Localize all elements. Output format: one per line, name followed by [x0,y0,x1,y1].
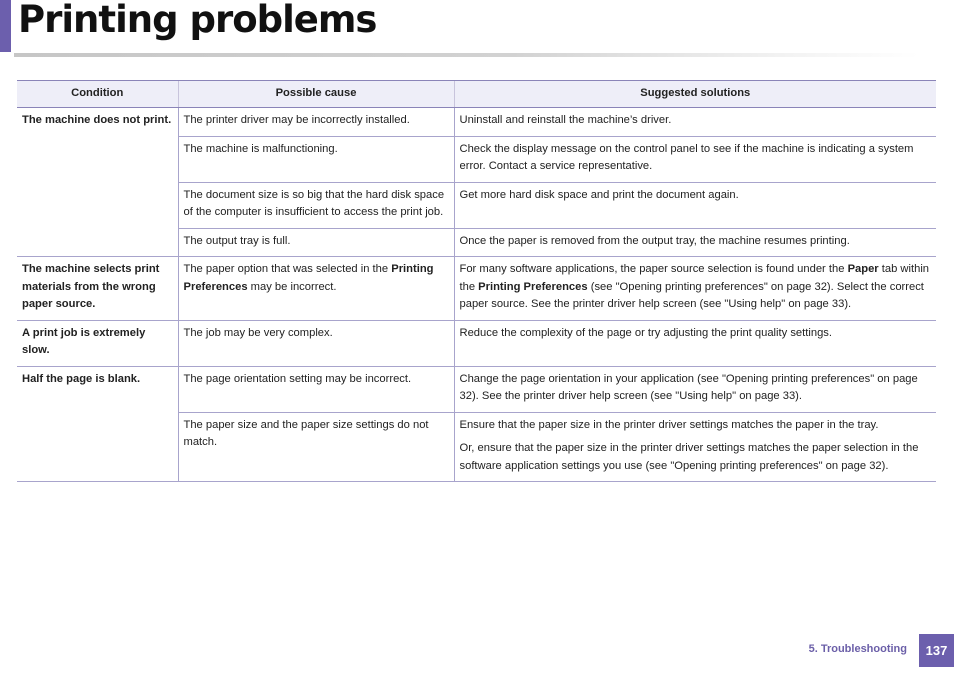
condition-cell: The machine does not print. [17,108,178,257]
cause-cell [178,412,454,482]
troubleshooting-table [17,80,936,482]
text-run: may be incorrect. [247,280,337,293]
text-run: The printer driver may be incorrectly installed. [183,114,410,126]
solution-paragraph [460,325,932,343]
table-row [17,320,936,366]
solution-cell [454,366,936,412]
solution-paragraph [460,112,932,130]
condition-cell: Half the page is blank. [17,366,178,482]
text-run: The paper size and the paper size settings do not match. [183,418,429,448]
cause-cell [178,228,454,257]
text-run: Check the display message on the control panel to see if the machine is indicating a system error. Contact a service representative. [459,142,914,172]
text-run: The output tray is full. [183,234,291,247]
solution-paragraph [460,371,932,406]
solution-cell [454,136,936,182]
solution-cell [454,108,936,137]
cause-cell [178,257,454,321]
header-suggested-solutions: Suggested solutions [454,81,936,108]
table-row [17,257,936,321]
text-run: Get more hard disk space and print the document again. [459,188,739,201]
page-number-badge: 137 [919,634,954,667]
bold-term: Printing Preferences [478,280,588,293]
solution-cell [454,257,936,321]
text-run: Change the page orientation in your application (see "Opening printing preferences" on page 32). See the printer driver help screen (see "Using help" on page 33). [459,372,918,402]
text-run: tab within the [459,263,930,293]
solution-cell [454,412,936,482]
solution-paragraph [460,440,932,475]
solution-cell [454,320,936,366]
solution-paragraph [460,233,932,251]
text-run: The page orientation setting may be incorrect. [183,372,412,385]
cause-cell [178,136,454,182]
text-run: Uninstall and reinstall the machine’s driver. [459,114,672,126]
table-header-row [17,81,936,108]
bold-term: Printing Preferences [183,263,434,293]
cause-cell [178,366,454,412]
text-run: The machine is malfunctioning. [183,142,338,155]
solution-paragraph [460,141,932,176]
title-underline [14,53,919,57]
solution-cell [454,228,936,257]
text-run: The paper option that was selected in the [183,263,392,275]
table-row [17,366,936,412]
text-run: The document size is so big that the hard disk space of the computer is insufficient to access the print job. [183,188,445,218]
condition-cell: The machine selects print materials from the wrong paper source. [17,257,178,321]
title-accent-bar [0,0,11,52]
header-possible-cause: Possible cause [178,81,454,108]
text-run: For many software applications, the paper source selection is found under the [459,263,848,275]
table-body [17,108,936,482]
solution-paragraph [460,261,932,314]
text-run: Once the paper is removed from the output tray, the machine resumes printing. [459,234,850,247]
condition-cell: A print job is extremely slow. [17,320,178,366]
solution-paragraph [460,187,932,205]
text-run: (see "Opening printing preferences" on page 32). Select the correct paper source. See the printer driver help screen (see "Using help" on page 33). [459,280,924,310]
page-title: Printing problems [18,0,377,41]
header-condition: Condition [17,81,178,108]
text-run: Reduce the complexity of the page or try adjusting the print quality settings. [459,326,833,339]
solution-cell [454,182,936,228]
cause-cell [178,182,454,228]
solution-paragraph [460,417,932,435]
text-run: Ensure that the paper size in the printer driver settings matches the paper in the tray. [459,418,879,431]
table-row [17,108,936,137]
bold-term: Paper [847,263,879,275]
text-run: Or, ensure that the paper size in the printer driver settings matches the paper selection in the software application settings you use (see "Opening printing preferences" on page 32). [459,442,919,472]
footer-section-label: 5. Troubleshooting [808,643,907,655]
cause-cell [178,320,454,366]
text-run: The job may be very complex. [183,326,333,339]
cause-cell [178,108,454,137]
